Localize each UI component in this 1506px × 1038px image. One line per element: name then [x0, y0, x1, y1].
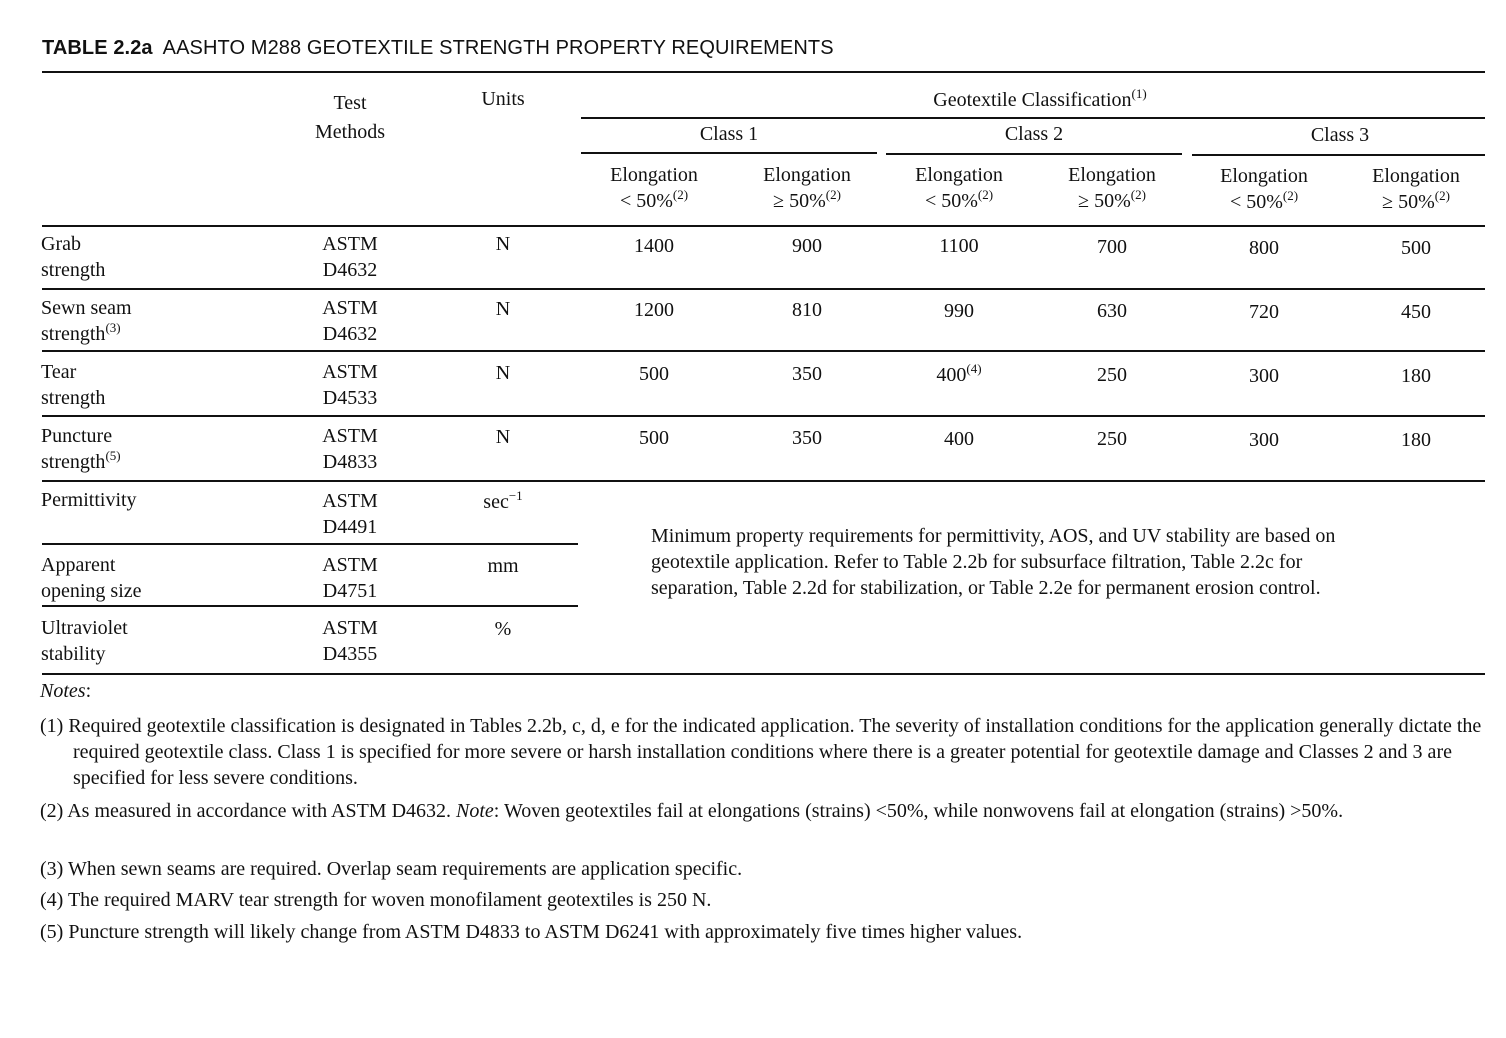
merged-requirement-note: Minimum property requirements for permittivity, AOS, and UV stability are based on geotextile application. Refer to Table 2.2b for subsurface filtration, Table 2.2c for separation, Table 2.2d for stabilization, or Table 2.2e for permanent erosion control.	[651, 525, 1336, 599]
cell: 700	[1097, 236, 1127, 258]
row-rule	[42, 605, 578, 607]
note-1: (1) Required geotextile classification is designated in Tables 2.2b, c, d, e for the indicated application. The severity of installation conditions for the application generally dictate the required geotextile class. Class 1 is specified for more severe or harsh installation conditions where there is a greater potential for geotextile damage and Classes 2 and 3 are specified for less severe conditions.	[40, 715, 1482, 789]
row-rule	[42, 480, 1485, 482]
elong-header-4: Elongation ≥ 50%$^{(2)}$	[1068, 164, 1156, 212]
row-method: ASTM D4491	[322, 490, 378, 538]
row-unit: $\sec^{-1}$	[483, 488, 523, 513]
cell: 800	[1249, 237, 1279, 259]
header-bottom-rule	[42, 225, 1485, 227]
row-rule	[42, 350, 1485, 352]
row-method: ASTM D4355	[322, 617, 378, 665]
table-title	[42, 37, 834, 60]
cell: 720	[1249, 301, 1279, 323]
cell: 250	[1097, 364, 1127, 386]
cell: 1200	[634, 299, 674, 321]
elong-header-3: Elongation < 50%$^{(2)}$	[915, 164, 1003, 212]
cell: 180	[1401, 429, 1431, 451]
cell: 500	[639, 427, 669, 449]
row-rule	[42, 415, 1485, 417]
row-unit: N	[495, 298, 511, 320]
cell: 250	[1097, 428, 1127, 450]
row-unit: N	[495, 233, 511, 255]
row-name: Puncture strength$^{(5)}$	[41, 425, 121, 473]
row-name: Sewn seam strength$^{(3)}$	[41, 297, 132, 345]
note-4: (4) The required MARV tear strength for woven monofilament geotextiles is 250 N.	[40, 889, 712, 911]
class-2-header: Class 2	[1004, 123, 1064, 145]
row-name: Permittivity	[41, 489, 137, 511]
cell: 500	[639, 363, 669, 385]
classification-rule	[581, 117, 1485, 119]
row-unit: %	[494, 618, 512, 640]
row-name: Grab strength	[41, 233, 106, 281]
class-3-rule	[1192, 154, 1485, 156]
row-unit: mm	[487, 555, 519, 577]
top-rule	[42, 71, 1485, 73]
header-classification: Geotextile Classification$^{(1)}$	[933, 86, 1147, 111]
note-2: (2) As measured in accordance with ASTM D4632. Note: Woven geotextiles fail at elongations (strains) <50%, while nonwovens fail at elongation (strains) >50%.	[40, 800, 1344, 822]
note-5: (5) Puncture strength will likely change from ASTM D4833 to ASTM D6241 with approximately five times higher values.	[40, 921, 1023, 943]
cell: 300	[1249, 429, 1279, 451]
cell: 400$^{(4)}$	[936, 361, 982, 386]
header-methods: Methods	[315, 121, 385, 143]
cell: 350	[792, 363, 822, 385]
table-caption: AASHTO M288 GEOTEXTILE STRENGTH PROPERTY REQUIREMENTS	[162, 37, 834, 59]
row-method: ASTM D4533	[322, 361, 378, 409]
elong-header-5: Elongation < 50%$^{(2)}$	[1220, 165, 1308, 213]
cell: 990	[944, 300, 974, 322]
row-method: ASTM D4751	[322, 554, 378, 602]
note-3: (3) When sewn seams are required. Overlap seam requirements are application specific.	[40, 858, 743, 880]
cell: 1100	[939, 235, 979, 257]
row-name: Ultraviolet stability	[41, 617, 128, 665]
class-1-rule	[581, 152, 877, 154]
cell: 350	[792, 427, 822, 449]
notes-heading: Notes:	[40, 680, 92, 702]
cell: 300	[1249, 365, 1279, 387]
row-unit: N	[495, 426, 511, 448]
row-method: ASTM D4632	[322, 297, 378, 345]
row-rule	[42, 288, 1485, 290]
table-bottom-rule	[42, 673, 1485, 675]
elong-header-2: Elongation ≥ 50%$^{(2)}$	[763, 164, 851, 212]
cell: 500	[1401, 237, 1431, 259]
class-3-header: Class 3	[1310, 124, 1370, 146]
row-name: Tear strength	[41, 361, 106, 409]
header-units: Units	[481, 88, 525, 110]
cell: 450	[1401, 301, 1431, 323]
header-test: Test	[333, 92, 367, 114]
cell: 630	[1097, 300, 1127, 322]
class-2-rule	[886, 153, 1182, 155]
row-name: Apparent opening size	[41, 554, 142, 602]
row-rule	[42, 543, 578, 545]
row-method: ASTM D4632	[322, 233, 378, 281]
elong-header-6: Elongation ≥ 50%$^{(2)}$	[1372, 165, 1460, 213]
cell: 1400	[634, 235, 674, 257]
table-number: TABLE 2.2a	[42, 37, 153, 59]
class-1-header: Class 1	[699, 123, 759, 145]
row-method: ASTM D4833	[322, 425, 378, 473]
cell: 810	[792, 299, 822, 321]
row-unit: N	[495, 362, 511, 384]
cell: 400	[944, 428, 974, 450]
cell: 180	[1401, 365, 1431, 387]
elong-header-1: Elongation < 50%$^{(2)}$	[610, 164, 698, 212]
cell: 900	[792, 235, 822, 257]
